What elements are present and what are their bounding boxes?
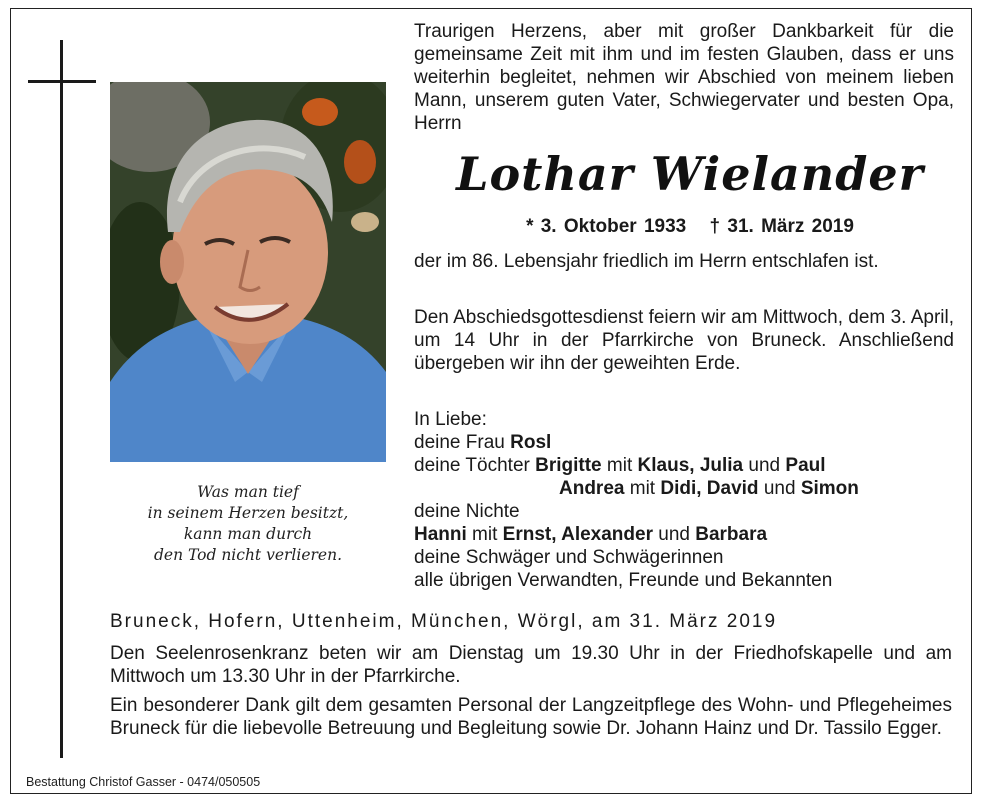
portrait-photo <box>110 82 386 462</box>
life-dates <box>470 214 910 240</box>
mourner-others: alle übrigen Verwandten, Freunde und Bekannten <box>414 570 833 591</box>
mourners-list <box>414 408 954 592</box>
quote-line: Was man tief <box>197 483 299 501</box>
passing-text: der im 86. Lebensjahr friedlich im Herrn entschlafen ist. <box>414 251 879 272</box>
quote-line: den Tod nicht verlieren. <box>154 546 342 564</box>
place-and-date: Bruneck, Hofern, Uttenheim, München, Wörgl, am 31. März 2019 <box>110 611 778 632</box>
mourner-daughter-1: deine Töchter Brigitte mit Klaus, Julia und Paul <box>414 455 826 476</box>
intro-text: Traurigen Herzens, aber mit großer Dankbarkeit für die gemeinsame Zeit mit ihm und im festen Glauben, dass er uns weiterhin begleitet, nehmen wir Abschied von meinem lieben Mann, unserem guten Vater, Schwiegervater und besten Opa, Herrn <box>414 21 954 134</box>
quote-line: kann man durch <box>183 525 313 543</box>
thanks-text: Ein besonderer Dank gilt dem gesamten Personal der Langzeitpflege des Wohn- und Pflegeheimes Bruneck für die liebevolle Betreuung und Begleitung sowie Dr. Johann Hainz und Dr. Tassilo Egger. <box>110 695 952 739</box>
deceased-name: Lothar Wielander <box>456 147 924 201</box>
mourner-daughter-2: Andrea mit Didi, David und Simon <box>559 478 859 499</box>
death-date: † 31. März 2019 <box>709 216 854 237</box>
memorial-quote <box>112 482 384 566</box>
mourner-wife: deine Frau Rosl <box>414 432 552 453</box>
mourner-niece: Hanni mit Ernst, Alexander und Barbara <box>414 524 768 545</box>
mourners-intro: In Liebe: <box>414 409 487 430</box>
birth-date: * 3. Oktober 1933 <box>526 216 687 237</box>
mourner-niece-label: deine Nichte <box>414 501 520 522</box>
funeral-home-footer: Bestattung Christof Gasser - 0474/050505 <box>26 775 261 789</box>
rosary-text: Den Seelenrosenkranz beten wir am Dienstag um 19.30 Uhr in der Friedhofskapelle und am Mittwoch um 13.30 Uhr in der Pfarrkirche. <box>110 643 952 687</box>
funeral-service-text: Den Abschiedsgottesdienst feiern wir am Mittwoch, dem 3. April, um 14 Uhr in der Pfarrkirche von Bruneck. Anschließend übergeben wir ihn der geweihten Erde. <box>414 307 954 374</box>
cross-icon <box>60 40 63 758</box>
cross-icon-bar <box>28 80 96 83</box>
quote-line: in seinem Herzen besitzt, <box>147 504 349 522</box>
mourner-inlaws: deine Schwäger und Schwägerinnen <box>414 547 724 568</box>
